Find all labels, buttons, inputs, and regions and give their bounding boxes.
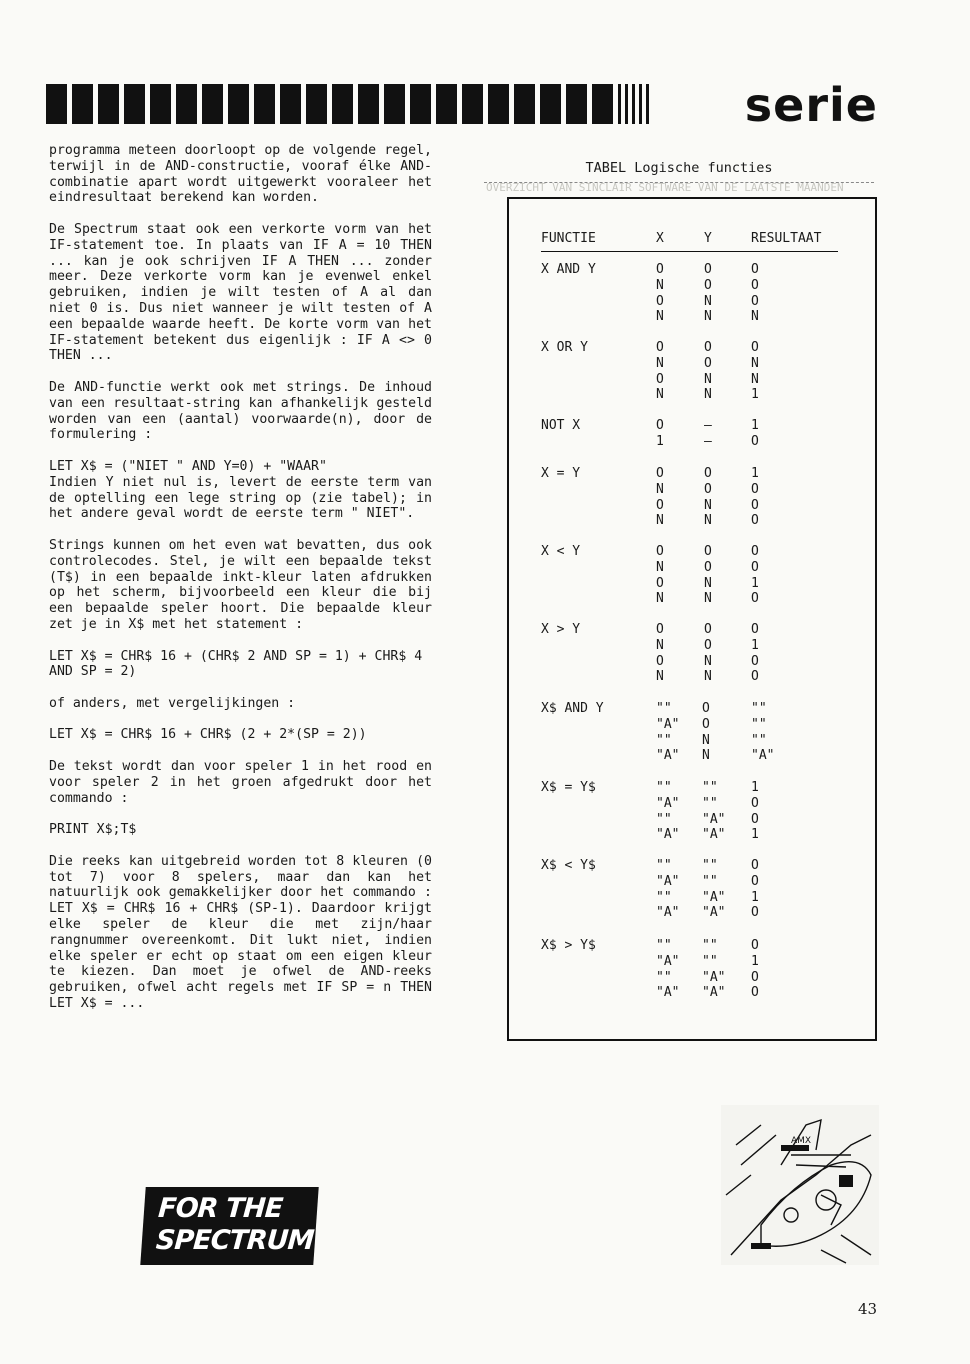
- table-cell-result: O: [751, 938, 759, 953]
- logo-line-1: FOR THE: [157, 1193, 284, 1224]
- table-cell-y: N: [704, 513, 712, 529]
- table-cell-y: O: [704, 262, 712, 277]
- table-cell-result: O: [751, 433, 759, 449]
- table-cell-x: O: [656, 293, 664, 309]
- table-cell-y: O: [704, 340, 712, 355]
- table-cell-y: N: [704, 653, 712, 669]
- table-cell-y: N: [704, 591, 712, 607]
- table-cell-result: O: [751, 669, 759, 685]
- table-cell-x: N: [656, 277, 664, 293]
- table-header-x: X: [656, 231, 664, 246]
- table-cell-result: O: [751, 858, 759, 873]
- table-cell-y: O: [704, 559, 712, 575]
- table-cell-x: O: [656, 544, 664, 559]
- table-cell-y: O: [704, 622, 712, 637]
- header-stripe-bar: [46, 84, 653, 124]
- table-cell-result: 1: [751, 466, 759, 481]
- table-cell-result: O: [751, 544, 759, 559]
- header-stripe-block: [176, 84, 197, 124]
- table-cell-result: N: [751, 309, 759, 325]
- header-stripe-block: [488, 84, 509, 124]
- table-cell-y: "": [702, 938, 718, 953]
- table-cell-x: N: [656, 481, 664, 497]
- paragraph: Die reeks kan uitgebreid worden tot 8 kleuren (0 tot 7) voor 8 spelers, maar dan kan het natuurlijk ook gemakkelijker door het commando : LET X$ = CHR$ 16 + CHR$ (SP-1). Daardoor krijgt elke speler de kleur die met zijn/haar rangnummer overeenkomt. Dit lukt niet, indien elke speler er echt op staat om een eigen kleur te kiezen. Dan moet je ofwel de AND-reeks gebruiken, ofwel acht regels met IF SP = n THEN LET X$ = ...: [49, 853, 432, 1012]
- paragraph: LET X$ = ("NIET " AND Y=0) + "WAAR" Indien Y niet nul is, levert de eerste term van de optelling een lege string op (zie tabel); in het andere geval wordt de eerste term " NIET".: [49, 458, 432, 522]
- table-cell-x: O: [656, 371, 664, 387]
- table-cell-x: "": [656, 780, 672, 795]
- header-stripe-block: [150, 84, 171, 124]
- table-cell-y: O: [704, 466, 712, 481]
- logic-table-frame: [507, 197, 877, 1041]
- table-cell-result: 1: [751, 889, 759, 905]
- table-header-resultaat: RESULTAAT: [751, 231, 822, 246]
- table-cell-result: O: [751, 985, 759, 1001]
- table-cell-x: "": [656, 858, 672, 873]
- table-cell-result: 1: [751, 418, 759, 433]
- table-function-label: NOT X: [541, 418, 581, 433]
- table-cell-result: O: [751, 277, 759, 293]
- table-cell-result: "A": [751, 748, 775, 764]
- table-cell-result: 1: [751, 387, 759, 403]
- table-cell-result: O: [751, 481, 759, 497]
- table-cell-x: O: [656, 262, 664, 277]
- table-cell-x: "": [656, 732, 672, 748]
- logo-line-2: SPECTRUM: [154, 1225, 315, 1256]
- table-cell-x: O: [656, 418, 664, 433]
- table-cell-y: "": [702, 873, 718, 889]
- table-cell-result: O: [751, 811, 759, 827]
- table-cell-result: 1: [751, 780, 759, 795]
- table-function-label: X = Y: [541, 466, 581, 481]
- table-cell-result: O: [751, 293, 759, 309]
- paragraph: De tekst wordt dan voor speler 1 in het rood en voor speler 2 in het groen afgedrukt door het commando :: [49, 759, 432, 806]
- table-cell-x: "": [656, 938, 672, 953]
- page-number: 43: [858, 1300, 878, 1318]
- table-cell-result: 1: [751, 575, 759, 591]
- table-cell-y: O: [704, 355, 712, 371]
- table-header-underline: [541, 251, 838, 252]
- header-stripe-block: [462, 84, 483, 124]
- table-cell-x: "A": [656, 985, 680, 1001]
- header-stripe-block: [306, 84, 327, 124]
- code-line: PRINT X$;T$: [49, 822, 137, 838]
- table-cell-y: O: [704, 544, 712, 559]
- header-stripe-block: [410, 84, 431, 124]
- table-function-label: X OR Y: [541, 340, 588, 355]
- table-cell-result: O: [751, 591, 759, 607]
- table-cell-x: N: [656, 637, 664, 653]
- table-function-label: X$ = Y$: [541, 780, 596, 795]
- table-cell-x: "A": [656, 716, 680, 732]
- paragraph: De AND-functie werkt ook met strings. De inhoud van een resultaat-string kan afhankelijk gesteld worden van een (aantal) voorwaarde(n), door de formulering :: [49, 379, 432, 443]
- svg-text:AMX: AMX: [791, 1136, 812, 1146]
- header-stripe-block: [280, 84, 301, 124]
- table-cell-x: N: [656, 387, 664, 403]
- table-cell-x: N: [656, 591, 664, 607]
- table-function-label: X$ < Y$: [541, 858, 596, 873]
- table-cell-x: "": [656, 969, 672, 985]
- code-line: LET X$ = CHR$ 16 + CHR$ (2 + 2*(SP = 2)): [49, 727, 367, 743]
- table-cell-result: 1: [751, 953, 759, 969]
- header-stripe-line: [639, 84, 642, 124]
- table-cell-result: O: [751, 340, 759, 355]
- table-cell-result: O: [751, 497, 759, 513]
- table-cell-y: N: [704, 371, 712, 387]
- section-label: serie: [744, 78, 878, 132]
- table-cell-y: "": [702, 858, 718, 873]
- table-cell-y: "": [702, 780, 718, 795]
- header-stripe-line: [618, 84, 621, 124]
- table-cell-x: O: [656, 575, 664, 591]
- table-cell-y: O: [702, 716, 710, 732]
- table-cell-result: O: [751, 559, 759, 575]
- header-stripe-block: [202, 84, 223, 124]
- table-cell-y: N: [704, 575, 712, 591]
- table-cell-y: N: [702, 748, 710, 764]
- table-cell-result: O: [751, 622, 759, 637]
- header-stripe-block: [384, 84, 405, 124]
- table-cell-result: O: [751, 905, 759, 921]
- table-cell-result: "": [751, 701, 767, 716]
- table-cell-y: N: [704, 309, 712, 325]
- header-stripe-block: [98, 84, 119, 124]
- table-cell-result: "": [751, 732, 767, 748]
- table-cell-y: "": [702, 953, 718, 969]
- code-line: LET X$ = CHR$ 16 + (CHR$ 2 AND SP = 1) + CHR$ 4 AND SP = 2): [49, 648, 423, 680]
- header-stripe-line: [646, 84, 649, 124]
- table-header-y: Y: [704, 231, 712, 246]
- table-cell-y: "": [702, 795, 718, 811]
- header-stripe-block: [254, 84, 275, 124]
- for-the-spectrum-logo: [140, 1187, 318, 1265]
- table-cell-y: N: [704, 387, 712, 403]
- table-cell-result: N: [751, 371, 759, 387]
- table-cell-result: O: [751, 969, 759, 985]
- header-stripe-block: [436, 84, 457, 124]
- paragraph: Strings kunnen om het even wat bevatten, dus ook controlecodes. Stel, je wilt een bepaalde tekst (T$) in een bepaalde inkt-kleur laten afdrukken op het scherm, bijvoorbeeld een kleur die bij een bepaalde speler hoort. Die bepaalde kleur zet je in X$ met het statement :: [49, 537, 432, 632]
- table-cell-x: N: [656, 669, 664, 685]
- table-cell-y: N: [704, 497, 712, 513]
- table-function-label: X > Y: [541, 622, 581, 637]
- table-cell-x: O: [656, 622, 664, 637]
- table-cell-result: O: [751, 653, 759, 669]
- table-cell-x: N: [656, 513, 664, 529]
- table-cell-x: O: [656, 497, 664, 513]
- header-stripe-line: [625, 84, 628, 124]
- table-function-label: X$ AND Y: [541, 701, 604, 716]
- table-cell-y: "A": [702, 969, 726, 985]
- bleed-through-shadow: OVERZICHT VAN SINCLAIR SOFTWARE VAN DE LAATSTE MAANDEN: [486, 181, 844, 194]
- table-cell-y: O: [704, 637, 712, 653]
- table-cell-y: O: [702, 701, 710, 716]
- table-cell-x: "A": [656, 905, 680, 921]
- header-stripe-block: [124, 84, 145, 124]
- table-cell-x: "": [656, 811, 672, 827]
- table-cell-y: "A": [702, 985, 726, 1001]
- header-stripe-block: [592, 84, 613, 124]
- table-cell-x: O: [656, 340, 664, 355]
- table-cell-x: "A": [656, 748, 680, 764]
- table-cell-result: O: [751, 262, 759, 277]
- table-cell-x: O: [656, 653, 664, 669]
- table-cell-y: –: [704, 418, 712, 433]
- table-cell-x: "": [656, 889, 672, 905]
- table-cell-x: N: [656, 559, 664, 575]
- table-function-label: X < Y: [541, 544, 581, 559]
- header-stripe-block: [540, 84, 561, 124]
- table-cell-x: "A": [656, 795, 680, 811]
- table-cell-x: 1: [656, 433, 664, 449]
- table-function-label: X$ > Y$: [541, 938, 596, 953]
- table-cell-y: N: [704, 669, 712, 685]
- paragraph: of anders, met vergelijkingen :: [49, 695, 296, 711]
- table-cell-result: O: [751, 873, 759, 889]
- header-stripe-block: [46, 84, 67, 124]
- table-cell-x: N: [656, 355, 664, 371]
- paragraph: programma meteen doorloopt op de volgende regel, terwijl in de AND-constructie, vooraf élke AND-combinatie apart wordt uitgewerkt vooraleer het eindresultaat berekend kan worden.: [49, 143, 432, 206]
- header-stripe-block: [332, 84, 353, 124]
- table-cell-x: "A": [656, 953, 680, 969]
- table-cell-y: "A": [702, 905, 726, 921]
- table-cell-result: 1: [751, 827, 759, 843]
- header-stripe-block: [228, 84, 249, 124]
- table-function-label: X AND Y: [541, 262, 596, 277]
- robot-illustration: [721, 1105, 879, 1265]
- header-stripe-block: [514, 84, 535, 124]
- table-header-functie: FUNCTIE: [541, 231, 596, 246]
- table-cell-y: N: [702, 732, 710, 748]
- paragraph: De Spectrum staat ook een verkorte vorm van het IF-statement toe. In plaats van IF A = 10 THEN ... kan je ook schrijven IF A THEN ... zonder meer. Deze verkorte vorm kan je evenwel enkel gebruiken, indien je wilt testen of A al dan niet 0 is. Dus niet wanneer je wilt testen of A een bepaalde waarde heeft. De korte vorm van het IF-statement betekent dus eigenlijk : IF A <> 0 THEN ...: [49, 221, 432, 364]
- table-cell-y: –: [704, 433, 712, 449]
- header-stripe-block: [566, 84, 587, 124]
- table-cell-y: "A": [702, 811, 726, 827]
- left-column-text: [49, 143, 432, 1028]
- table-cell-y: O: [704, 277, 712, 293]
- table-cell-result: O: [751, 513, 759, 529]
- table-cell-result: 1: [751, 637, 759, 653]
- table-cell-x: "A": [656, 873, 680, 889]
- table-cell-y: N: [704, 293, 712, 309]
- table-cell-x: N: [656, 309, 664, 325]
- table-title: TABEL Logische functies: [585, 160, 773, 176]
- table-cell-result: N: [751, 355, 759, 371]
- table-cell-result: "": [751, 716, 767, 732]
- header-stripe-block: [72, 84, 93, 124]
- table-cell-y: O: [704, 481, 712, 497]
- table-cell-x: "A": [656, 827, 680, 843]
- table-cell-y: "A": [702, 827, 726, 843]
- table-cell-y: "A": [702, 889, 726, 905]
- table-cell-x: "": [656, 701, 672, 716]
- header-stripe-block: [358, 84, 379, 124]
- table-cell-result: O: [751, 795, 759, 811]
- header-stripe-line: [632, 84, 635, 124]
- table-cell-x: O: [656, 466, 664, 481]
